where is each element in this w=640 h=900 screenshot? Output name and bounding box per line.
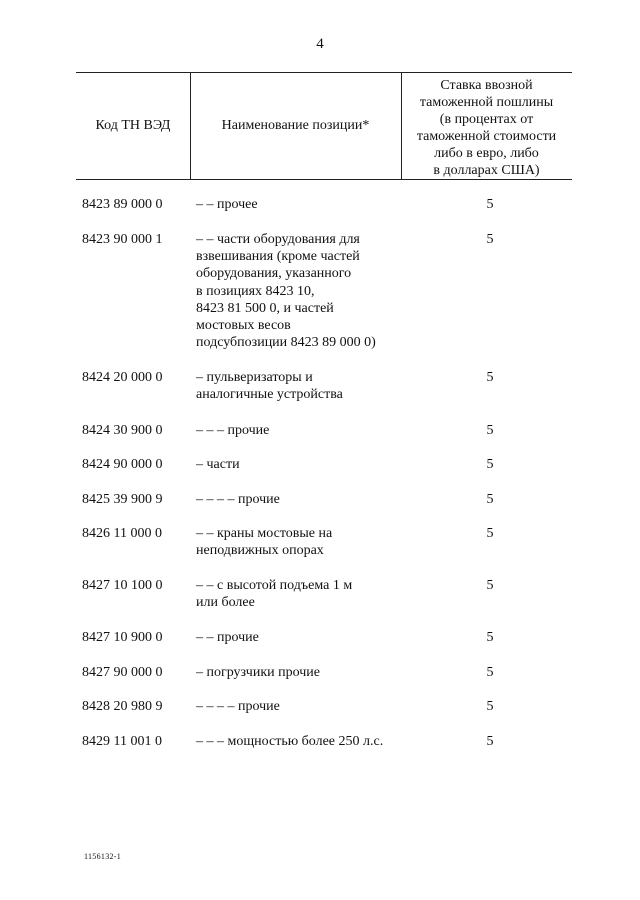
row-code: 8427 10 900 0 bbox=[82, 630, 163, 645]
row-rate: 5 bbox=[486, 423, 494, 438]
row-description: – – с высотой подъема 1 м или более bbox=[196, 578, 353, 611]
row-description: – части bbox=[196, 457, 240, 472]
row-description: – – прочее bbox=[196, 197, 258, 212]
document-id: 1156132-1 bbox=[84, 852, 122, 861]
row-rate: 5 bbox=[486, 457, 494, 472]
table-header-top-rule bbox=[76, 72, 572, 73]
row-description: – погрузчики прочие bbox=[196, 665, 321, 680]
row-code: 8427 10 100 0 bbox=[82, 578, 163, 593]
header-name: Наименование позиции* bbox=[221, 118, 370, 133]
row-description: – – прочие bbox=[196, 630, 259, 645]
row-code: 8424 30 900 0 bbox=[82, 423, 163, 438]
page-number: 4 bbox=[316, 36, 324, 52]
row-description: – – – мощностью более 250 л.с. bbox=[196, 734, 384, 749]
row-code: 8428 20 980 9 bbox=[82, 699, 163, 714]
table-header-bottom-rule bbox=[76, 179, 572, 180]
row-rate: 5 bbox=[486, 526, 494, 541]
row-rate: 5 bbox=[486, 699, 494, 714]
row-rate: 5 bbox=[486, 197, 494, 212]
row-code: 8429 11 001 0 bbox=[82, 734, 162, 749]
header-rate: Ставка ввозной таможенной пошлины (в процентах от таможенной стоимости либо в евро, либо в долларах США) bbox=[416, 78, 557, 178]
row-description: – – части оборудования для взвешивания (кроме частей оборудования, указанного в позициях 8423 10, 8423 81 500 0, и частей мостовых весов подсубпозиции 8423 89 000 0) bbox=[196, 232, 376, 351]
row-description: – – – – прочие bbox=[196, 699, 280, 714]
row-description: – – – прочие bbox=[196, 423, 270, 438]
row-rate: 5 bbox=[486, 665, 494, 680]
row-rate: 5 bbox=[486, 492, 494, 507]
row-rate: 5 bbox=[486, 232, 494, 247]
row-rate: 5 bbox=[486, 734, 494, 749]
row-rate: 5 bbox=[486, 578, 494, 593]
row-rate: 5 bbox=[486, 630, 494, 645]
row-code: 8426 11 000 0 bbox=[82, 526, 162, 541]
row-code: 8424 90 000 0 bbox=[82, 457, 163, 472]
row-description: – пульверизаторы и аналогичные устройства bbox=[196, 370, 343, 403]
row-code: 8423 89 000 0 bbox=[82, 197, 163, 212]
row-description: – – краны мостовые на неподвижных опорах bbox=[196, 526, 333, 559]
row-rate: 5 bbox=[486, 370, 494, 385]
header-code: Код ТН ВЭД bbox=[95, 118, 171, 133]
row-code: 8425 39 900 9 bbox=[82, 492, 163, 507]
row-code: 8427 90 000 0 bbox=[82, 665, 163, 680]
row-description: – – – – прочие bbox=[196, 492, 280, 507]
row-code: 8423 90 000 1 bbox=[82, 232, 163, 247]
row-code: 8424 20 000 0 bbox=[82, 370, 163, 385]
